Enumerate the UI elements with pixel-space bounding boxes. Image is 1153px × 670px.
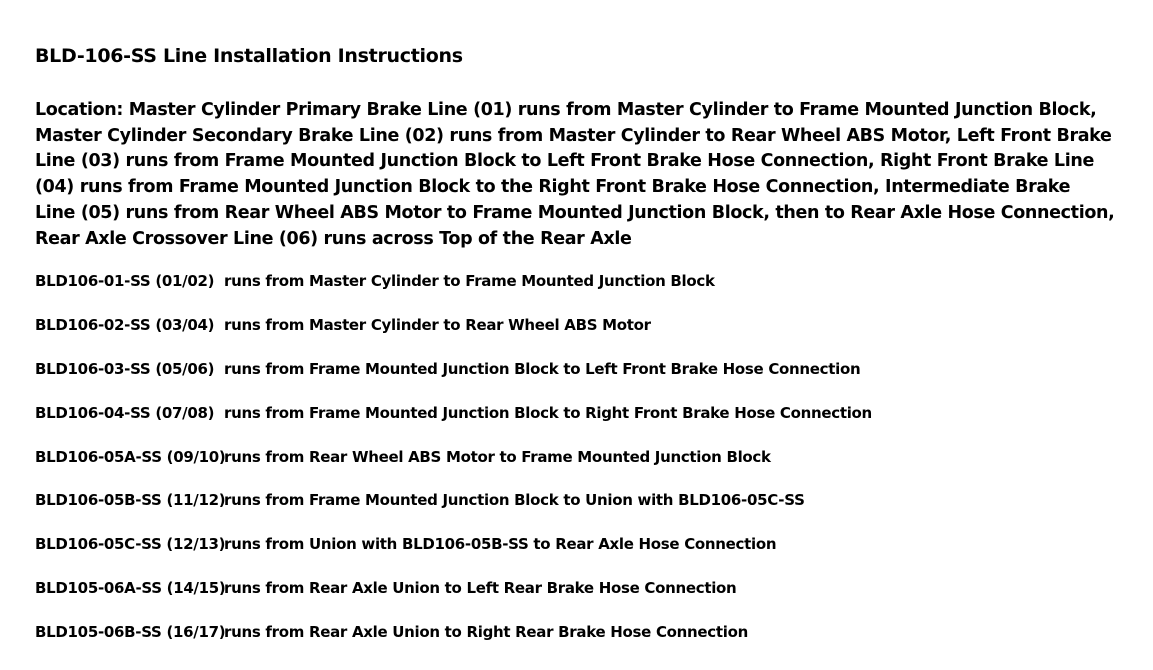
line-part-number: BLD105-06B-SS (16/17) bbox=[35, 623, 226, 642]
line-row bbox=[35, 448, 1125, 492]
line-row bbox=[35, 535, 1125, 579]
location-paragraph: Location: Master Cylinder Primary Brake Line (01) runs from Master Cylinder to Frame Mounted Junction Block, Master Cylinder Secondary Brake Line (02) runs from Master Cylinder to Rear Wheel ABS Motor, Left Front Brake Line (03) runs from Frame Mounted Junction Block to Left Front Brake Hose Connection, Right Front Brake Line (04) runs from Frame Mounted Junction Block to the Right Front Brake Hose Connection, Intermediate Brake Line (05) runs from Rear Wheel ABS Motor to Frame Mounted Junction Block, then to Rear Axle Hose Connection, Rear Axle Crossover Line (06) runs across Top of the Rear Axle bbox=[35, 100, 1115, 249]
line-description: runs from Rear Axle Union to Left Rear Brake Hose Connection bbox=[224, 579, 737, 598]
line-description: runs from Union with BLD106-05B-SS to Rear Axle Hose Connection bbox=[224, 535, 777, 554]
line-part-number: BLD106-05B-SS (11/12) bbox=[35, 491, 226, 510]
line-row bbox=[35, 272, 1125, 316]
line-description: runs from Rear Wheel ABS Motor to Frame Mounted Junction Block bbox=[224, 447, 771, 466]
line-part-number: BLD106-05A-SS (09/10) bbox=[35, 447, 226, 466]
line-description: runs from Master Cylinder to Rear Wheel ABS Motor bbox=[224, 315, 651, 334]
line-row bbox=[35, 623, 1125, 667]
line-part-number: BLD105-06A-SS (14/15) bbox=[35, 579, 226, 598]
line-part-number: BLD106-04-SS (07/08) bbox=[35, 403, 215, 422]
line-description: runs from Frame Mounted Junction Block to Union with BLD106-05C-SS bbox=[224, 491, 805, 510]
line-row bbox=[35, 491, 1125, 535]
line-list bbox=[35, 272, 1125, 667]
line-row bbox=[35, 404, 1125, 448]
line-row bbox=[35, 316, 1125, 360]
line-row bbox=[35, 579, 1125, 623]
line-part-number: BLD106-03-SS (05/06) bbox=[35, 359, 215, 378]
line-description: runs from Master Cylinder to Frame Mounted Junction Block bbox=[224, 272, 715, 290]
line-part-number: BLD106-02-SS (03/04) bbox=[35, 315, 215, 334]
line-row bbox=[35, 360, 1125, 404]
line-description: runs from Frame Mounted Junction Block to Left Front Brake Hose Connection bbox=[224, 359, 861, 378]
line-part-number: BLD106-01-SS (01/02) bbox=[35, 272, 215, 290]
line-description: runs from Rear Axle Union to Right Rear Brake Hose Connection bbox=[224, 623, 748, 642]
line-description: runs from Frame Mounted Junction Block to Right Front Brake Hose Connection bbox=[224, 403, 872, 422]
line-part-number: BLD106-05C-SS (12/13) bbox=[35, 535, 226, 554]
document-title: BLD-106-SS Line Installation Instructions bbox=[35, 45, 463, 67]
